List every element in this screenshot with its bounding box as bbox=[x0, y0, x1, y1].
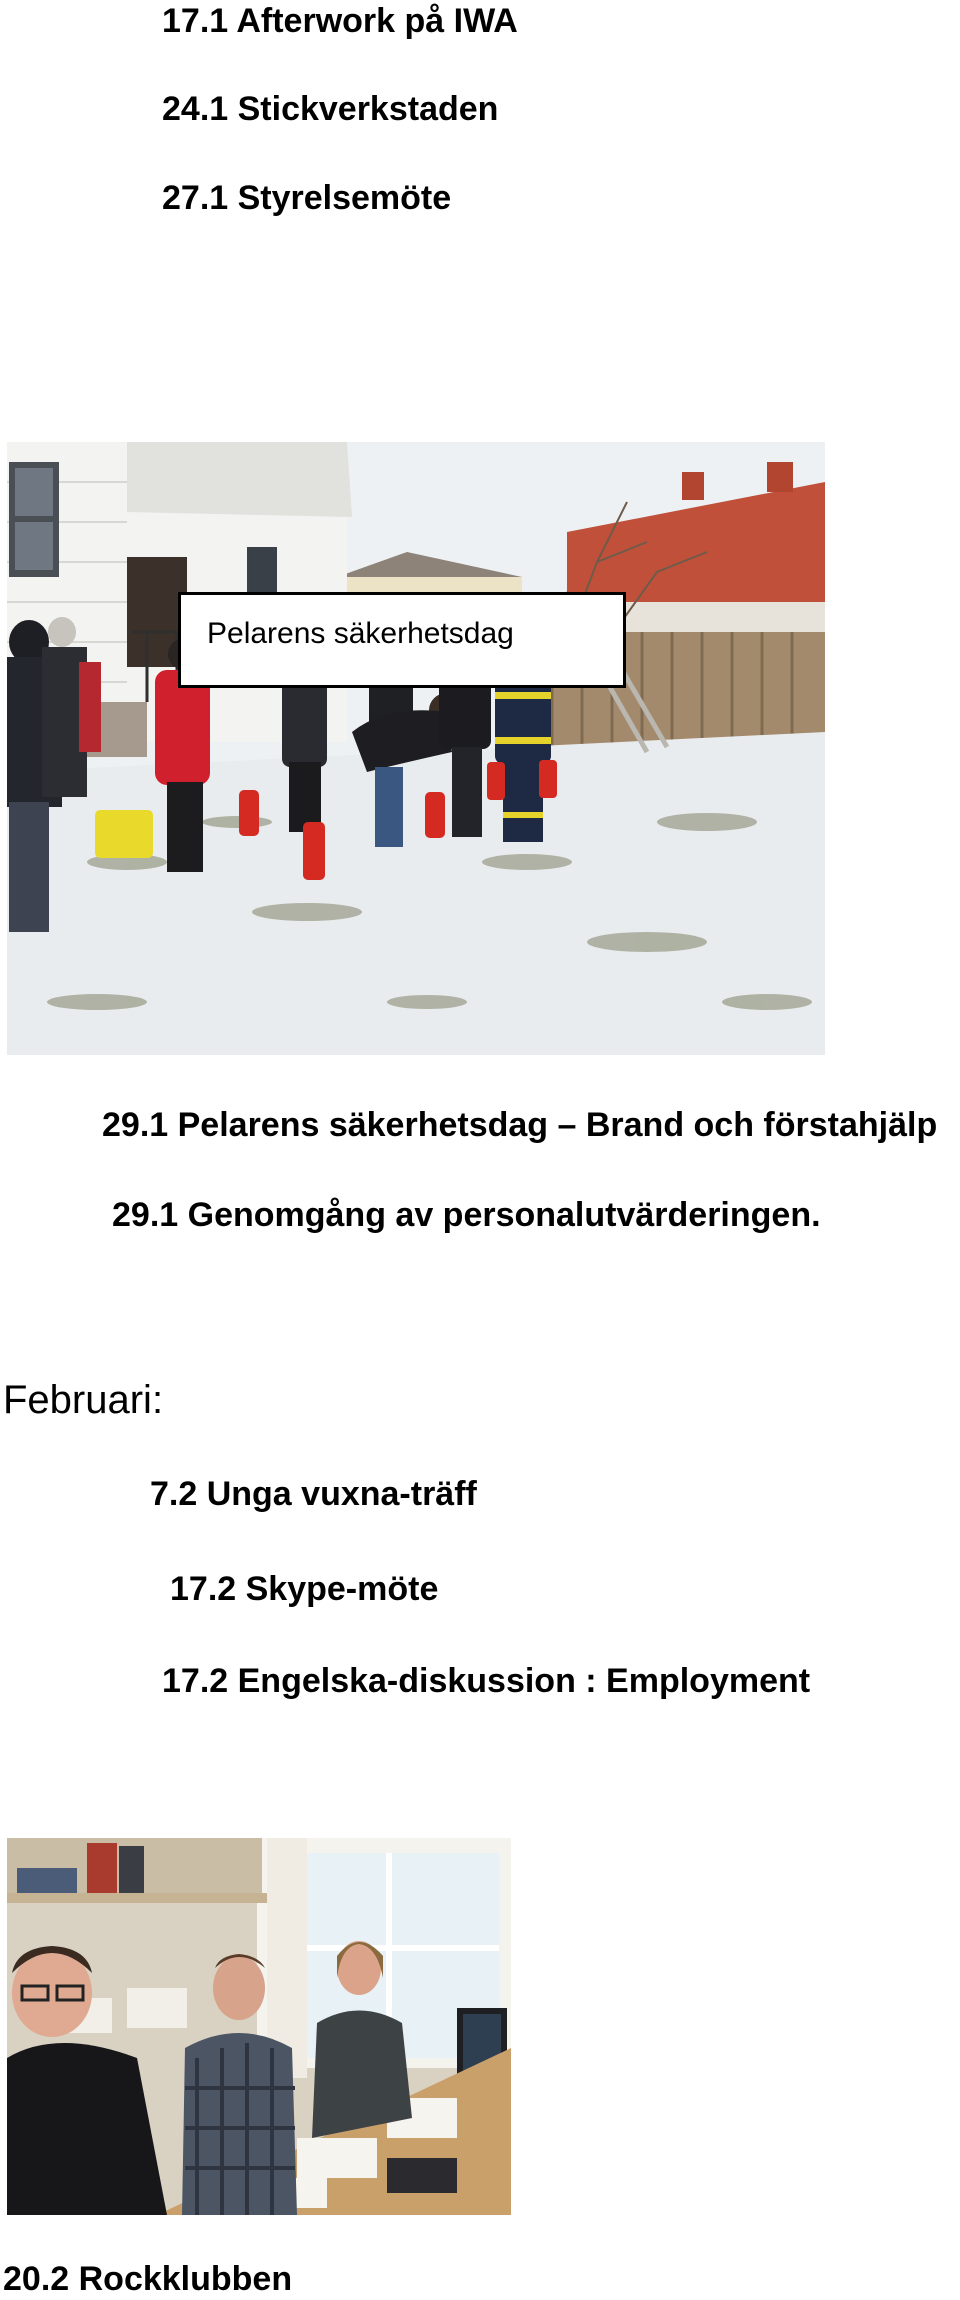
event-line-personalutvardering: 29.1 Genomgång av personalutvärderingen. bbox=[112, 1196, 821, 1234]
event-line-rockklubben: 20.2 Rockklubben bbox=[3, 2260, 293, 2298]
safety-day-illustration bbox=[7, 442, 825, 1055]
event-line-stickverkstaden: 24.1 Stickverkstaden bbox=[162, 90, 499, 128]
event-line-engelska: 17.2 Engelska-diskussion : Employment bbox=[162, 1662, 811, 1700]
office-meeting-photo bbox=[7, 1838, 511, 2215]
event-line-unga-vuxna: 7.2 Unga vuxna-träff bbox=[150, 1475, 477, 1513]
safety-day-photo bbox=[7, 442, 825, 1055]
event-line-sakerhetsdag: 29.1 Pelarens säkerhetsdag – Brand och förstahjälp bbox=[102, 1106, 938, 1144]
office-meeting-illustration bbox=[7, 1838, 511, 2215]
february-heading: Februari: bbox=[3, 1378, 164, 1422]
photo-caption-box: Pelarens säkerhetsdag bbox=[178, 592, 626, 688]
event-line-styrelsemote: 27.1 Styrelsemöte bbox=[162, 179, 452, 217]
event-line-skype: 17.2 Skype-möte bbox=[170, 1570, 439, 1608]
event-line-afterwork: 17.1 Afterwork på IWA bbox=[162, 2, 518, 40]
